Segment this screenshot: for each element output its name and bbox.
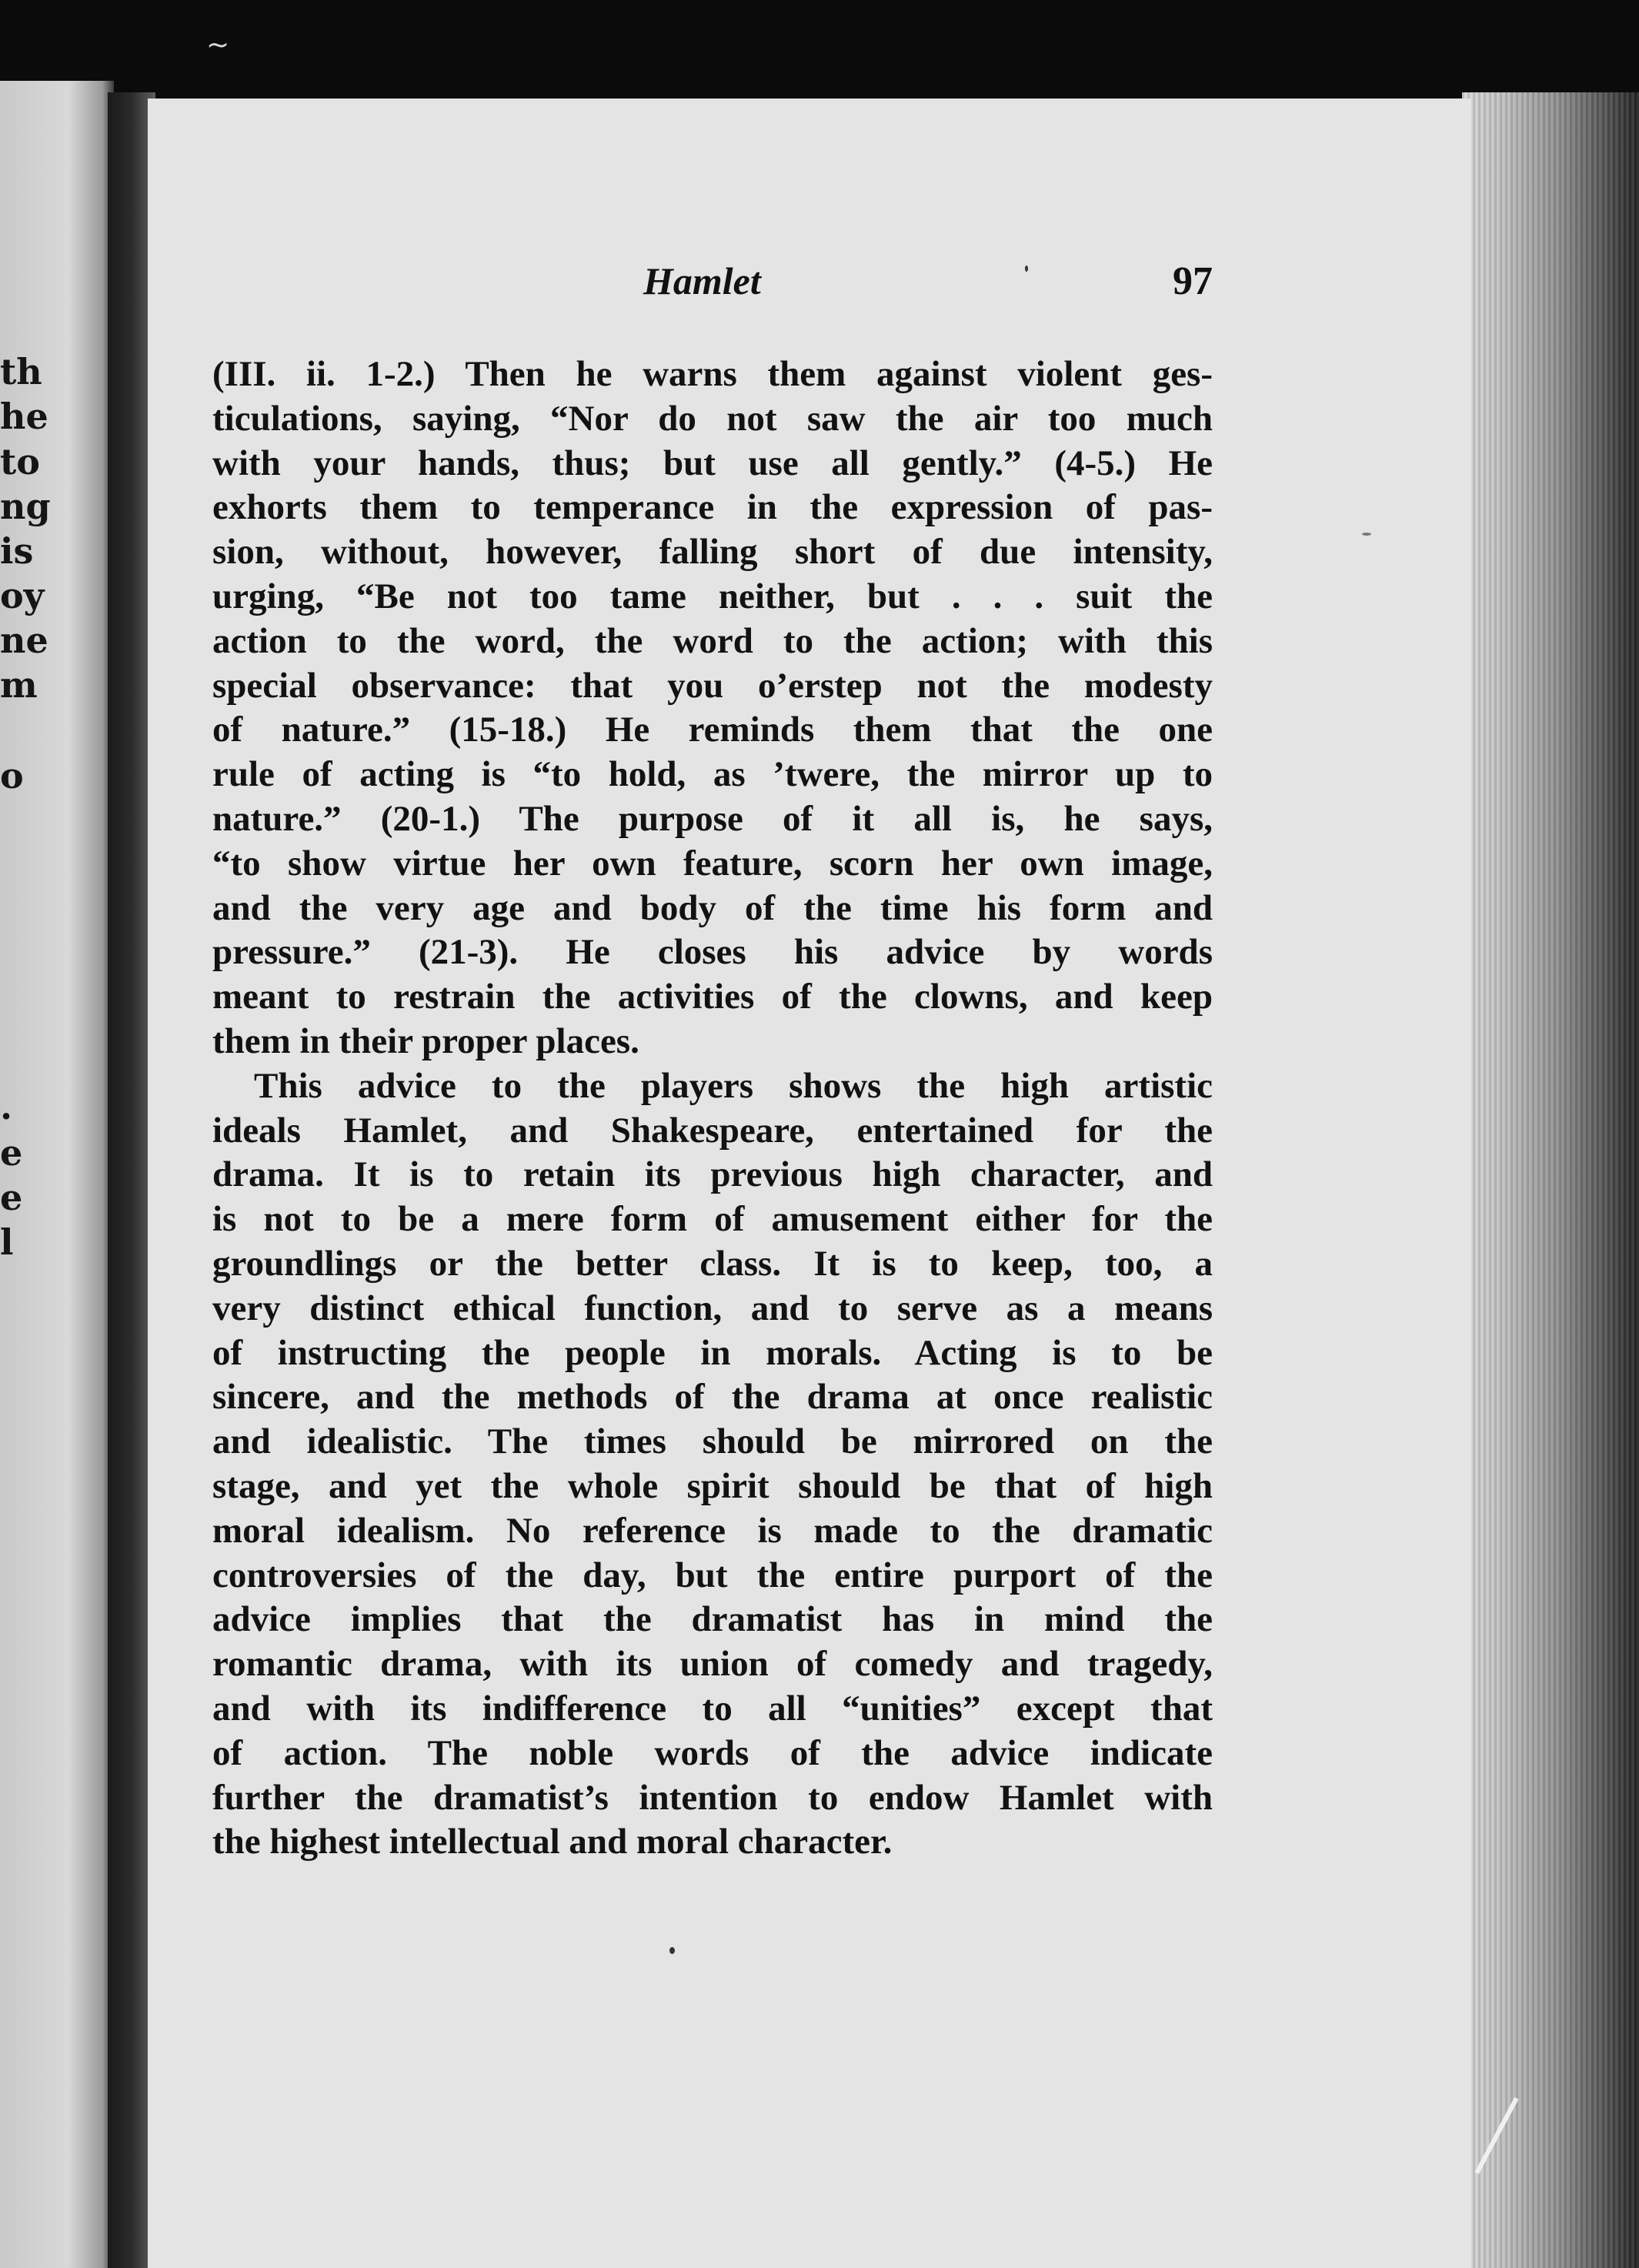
text-line: further the dramatist’s intention to endow Hamlet with: [212, 1777, 1213, 1818]
page-header: [212, 259, 1213, 323]
left-fragment: o: [0, 755, 24, 797]
text-line: romantic drama, with its union of comedy and tragedy,: [212, 1644, 1213, 1685]
text-line: (III. ii. 1-2.) Then he warns them against violent ges-: [212, 354, 1213, 394]
text-line: of nature.” (15-18.) He reminds them that the one: [212, 710, 1213, 750]
text-line: controversies of the day, but the entire purport of the: [212, 1555, 1213, 1595]
left-fragment: m: [0, 664, 38, 706]
left-fragment: oy: [0, 575, 45, 616]
text-line: groundlings or the better class. It is to keep, too, a: [212, 1243, 1213, 1284]
left-fragment: th: [0, 351, 42, 392]
text-line: advice implies that the dramatist has in mind the: [212, 1599, 1213, 1640]
ink-speck: [1025, 266, 1028, 272]
text-line: very distinct ethical function, and to serve as a means: [212, 1288, 1213, 1328]
text-line: drama. It is to retain its previous high character, and: [212, 1154, 1213, 1195]
text-line: rule of acting is “to hold, as ’twere, the mirror up to: [212, 754, 1213, 795]
text-line: of instructing the people in morals. Acting is to be: [212, 1332, 1213, 1373]
text-line: sincere, and the methods of the drama at once realistic: [212, 1377, 1213, 1418]
left-page-edge: [0, 81, 114, 2268]
text-line: nature.” (20-1.) The purpose of it all is, he says,: [212, 798, 1213, 839]
text-line: action to the word, the word to the action; with this: [212, 620, 1213, 661]
text-line: This advice to the players shows the high artistic: [254, 1065, 1213, 1106]
text-line: ideals Hamlet, and Shakespeare, entertained for the: [212, 1110, 1213, 1151]
text-line: urging, “Be not too tame neither, but . . . suit the: [212, 576, 1213, 616]
left-fragment: to: [0, 441, 40, 483]
text-line: special observance: that you o’erstep not the modesty: [212, 665, 1213, 706]
text-line: is not to be a mere form of amusement either for the: [212, 1199, 1213, 1240]
left-fragment: is: [0, 530, 34, 572]
ink-speck: [669, 1947, 675, 1954]
left-fragment: l: [0, 1221, 14, 1263]
text-line: meant to restrain the activities of the clowns, and keep: [212, 977, 1213, 1017]
text-line: the highest intellectual and moral character.: [212, 1822, 893, 1862]
text-line: moral idealism. No reference is made to the dramatic: [212, 1510, 1213, 1551]
body-text: [212, 352, 1213, 1865]
text-line: them in their proper places.: [212, 1020, 639, 1061]
left-page-text-fragments: [0, 81, 114, 2268]
text-line: stage, and yet the whole spirit should be that of high: [212, 1465, 1213, 1506]
text-line: with your hands, thus; but use all gently.” (4-5.) He: [212, 443, 1213, 483]
running-head: Hamlet: [643, 259, 761, 302]
left-fragment: ne: [0, 620, 48, 661]
left-fragment: ng: [0, 486, 51, 527]
book-fore-edge: [1462, 92, 1639, 2268]
text-line: pressure.” (21-3). He closes his advice by words: [212, 932, 1213, 973]
text-line: and the very age and body of the time his form and: [212, 887, 1213, 928]
ink-speck: [1362, 533, 1371, 536]
text-line: “to show virtue her own feature, scorn her own image,: [212, 843, 1213, 883]
text-line: and with its indifference to all “unities” except that: [212, 1688, 1213, 1729]
left-fragment: e: [0, 1177, 23, 1218]
left-fragment: e: [0, 1132, 23, 1174]
left-fragment: .: [0, 1086, 13, 1127]
text-line: sion, without, however, falling short of due intensity,: [212, 532, 1213, 573]
text-line: ticulations, saying, “Nor do not saw the air too much: [212, 398, 1213, 439]
left-fragment: he: [0, 396, 48, 437]
text-line: exhorts them to temperance in the expression of pas-: [212, 487, 1213, 528]
text-line: of action. The noble words of the advice indicate: [212, 1732, 1213, 1773]
page-number: 97: [1173, 259, 1213, 303]
top-margin-mark: ~: [206, 29, 230, 61]
text-line: and idealistic. The times should be mirrored on the: [212, 1421, 1213, 1462]
